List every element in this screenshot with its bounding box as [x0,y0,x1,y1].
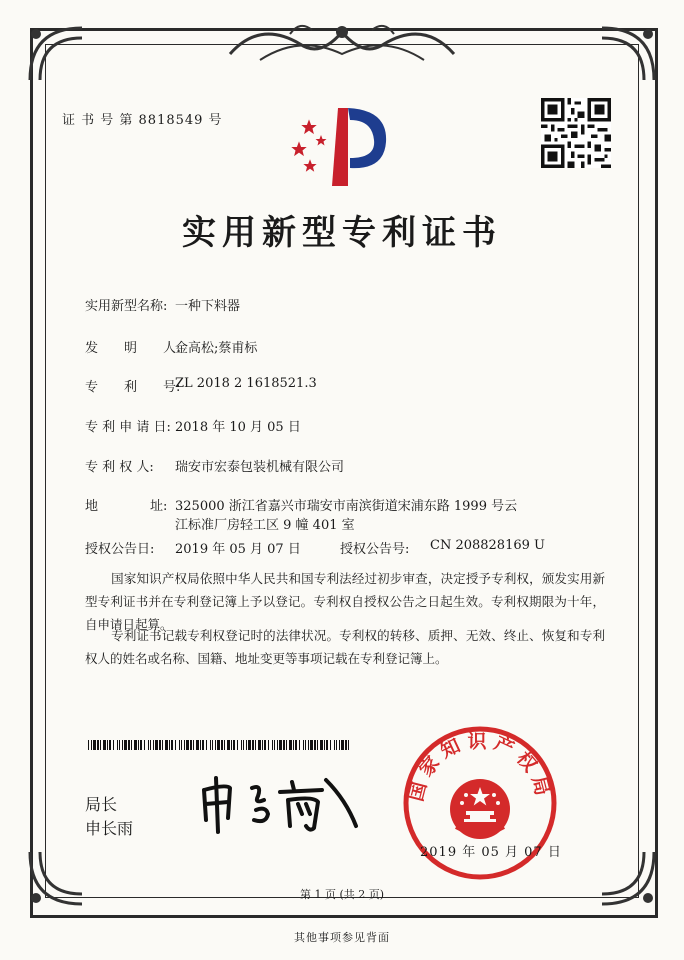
qr-code [541,98,611,168]
top-left-corner-ornament [22,20,92,90]
top-right-corner-ornament [592,20,662,90]
seal-text: 国家知识产权局 [405,730,555,804]
certificate-number: 证 书 号 第 8818549 号 [62,113,223,128]
name-value: 一种下料器 [175,299,241,314]
top-ornament [220,14,464,70]
body-paragraph-2: 专利证书记载专利权登记时的法律状况。专利权的转移、质押、无效、终止、恢复和专利权人的姓名或名称、国籍、地址变更等事项记载在专利登记簿上。 [85,628,605,666]
footer-note: 其他事项参见背面 [294,931,390,944]
inventor-label: 发 明 人: [85,341,181,356]
grant-number-value: CN 208828169 U [430,538,545,553]
signature-title: 局长 [85,795,118,814]
grant-date-value: 2019 年 05 月 07 日 [175,542,301,557]
document-title: 实用新型专利证书 [182,213,502,253]
patent-number-value: ZL 2018 2 1618521.3 [175,376,317,391]
patentee-label: 专 利 权 人: [85,460,154,475]
grant-date-label: 授权公告日: [85,542,155,557]
address-line-2: 江标准厂房轻工区 9 幢 401 室 [175,518,355,533]
page-indicator: 第 1 页 (共 2 页) [299,888,385,901]
address-label: 地 址: [85,499,168,514]
patentee-value: 瑞安市宏泰包装机械有限公司 [175,460,345,475]
seal-date: 2019 年 05 月 07 日 [420,845,562,860]
inventor-value: 金高松;蔡甫标 [175,341,258,356]
handwritten-signature [196,770,366,840]
cnipa-logo [288,98,398,188]
grant-number-label: 授权公告号: [340,542,410,557]
signatory-name: 申长雨 [85,819,134,838]
body-paragraph-1: 国家知识产权局依照中华人民共和国专利法经过初步审查，决定授予专利权，颁发实用新型专利证书并在专利登记簿上予以登记。专利权自授权公告之日起生效。专利权期限为十年，自申请日起算。 [85,571,605,632]
filing-date-label: 专 利 申 请 日: [85,420,171,435]
address-line-1: 325000 浙江省嘉兴市瑞安市南滨街道宋浦东路 1999 号云 [175,499,518,514]
filing-date-value: 2018 年 10 月 05 日 [175,420,301,435]
patent-number-label: 专 利 号: [85,380,181,395]
barcode [88,740,350,750]
name-label: 实用新型名称: [85,299,168,314]
